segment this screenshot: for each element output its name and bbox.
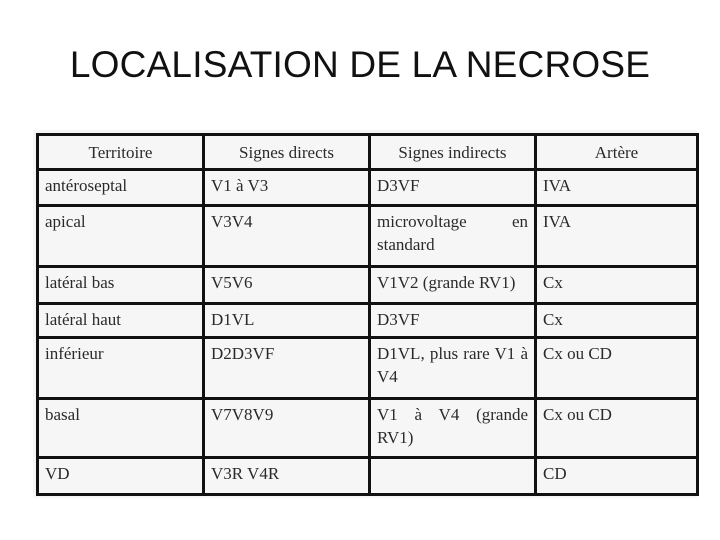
- cell-artere: Cx ou CD: [536, 337, 698, 398]
- cell-signes-indirects: V1 à V4 (grande RV1): [370, 398, 536, 457]
- cell-signes-indirects: D3VF: [370, 170, 536, 206]
- cell-territoire: antéroseptal: [38, 170, 204, 206]
- cell-artere: Cx: [536, 267, 698, 304]
- column-header-artere: Artère: [536, 135, 698, 170]
- cell-signes-indirects: microvoltage en standard: [370, 205, 536, 266]
- table-row: [38, 205, 698, 266]
- cell-artere: Cx ou CD: [536, 398, 698, 457]
- cell-signes-directs: D2D3VF: [204, 337, 370, 398]
- cell-artere: IVA: [536, 205, 698, 266]
- cell-signes-directs: V3R V4R: [204, 458, 370, 495]
- cell-territoire: inférieur: [38, 337, 204, 398]
- table-row: [38, 303, 698, 337]
- cell-signes-indirects: D1VL, plus rare V1 à V4: [370, 337, 536, 398]
- table-row: [38, 458, 698, 495]
- table-row: [38, 170, 698, 206]
- cell-signes-indirects: D3VF: [370, 303, 536, 337]
- necrosis-localisation-table: [36, 133, 699, 496]
- cell-signes-directs: V7V8V9: [204, 398, 370, 457]
- cell-signes-directs: V1 à V3: [204, 170, 370, 206]
- cell-signes-indirects: [370, 458, 536, 495]
- necrosis-localisation-table-image: [33, 130, 697, 498]
- cell-territoire: latéral haut: [38, 303, 204, 337]
- table-row: [38, 267, 698, 304]
- table-row: [38, 398, 698, 457]
- cell-artere: Cx: [536, 303, 698, 337]
- cell-artere: CD: [536, 458, 698, 495]
- cell-signes-directs: D1VL: [204, 303, 370, 337]
- column-header-territoire: Territoire: [38, 135, 204, 170]
- cell-territoire: basal: [38, 398, 204, 457]
- cell-territoire: VD: [38, 458, 204, 495]
- cell-signes-directs: V5V6: [204, 267, 370, 304]
- table-header-row: [38, 135, 698, 170]
- table-row: [38, 337, 698, 398]
- column-header-signes-indirects: Signes indirects: [370, 135, 536, 170]
- cell-signes-indirects: V1V2 (grande RV1): [370, 267, 536, 304]
- slide-title: LOCALISATION DE LA NECROSE: [69, 44, 651, 85]
- cell-artere: IVA: [536, 170, 698, 206]
- column-header-signes-directs: Signes directs: [204, 135, 370, 170]
- cell-territoire: apical: [38, 205, 204, 266]
- cell-signes-directs: V3V4: [204, 205, 370, 266]
- cell-territoire: latéral bas: [38, 267, 204, 304]
